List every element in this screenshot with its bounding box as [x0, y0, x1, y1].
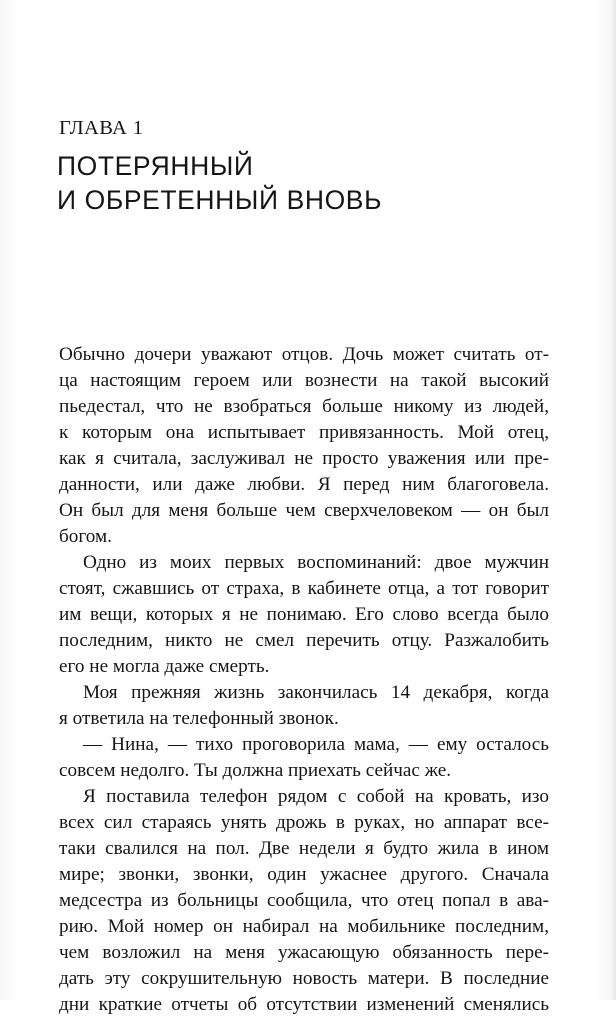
text-line: совсем недолго. Ты должна приехать сейчас же.: [59, 760, 452, 781]
text-line: мире; звонки, звонки, один ужаснее другого. Сначала: [59, 864, 549, 885]
text-line: его не могла даже смерть.: [59, 656, 270, 677]
text-line: Обычно дочери уважают отцов. Дочь может считать от-: [59, 344, 549, 365]
chapter-label: ГЛАВА 1: [59, 117, 144, 139]
text-line: дни краткие отчеты об отсутствии изменений сменялись: [59, 994, 549, 1015]
text-line: стоят, сжавшись от страха, в кабинете отца, а тот говорит: [59, 578, 549, 599]
text-line: рию. Мой номер он набирал на мобильнике последним,: [59, 916, 549, 937]
page-edge-shadow: [610, 0, 616, 1000]
text-line: последним, никто не смел перечить отцу. Разжалобить: [59, 630, 549, 651]
text-line: Моя прежняя жизнь закончилась 14 декабря, когда: [83, 682, 549, 703]
text-line: чем возложил на меня ужасающую обязанность пере-: [59, 942, 549, 963]
chapter-title-line-2: И ОБРЕТЕННЫЙ ВНОВЬ: [57, 185, 383, 215]
text-line: всех сил стараясь унять дрожь в руках, но аппарат все-: [59, 812, 549, 833]
text-line: им вещи, которых я не понимаю. Его слово всегда было: [59, 604, 549, 625]
chapter-title: [57, 149, 382, 217]
text-line: данности, или даже любви. Я перед ним благоговела.: [59, 474, 549, 495]
text-line: я ответила на телефонный звонок.: [59, 708, 339, 729]
text-line: пьедестал, что не взобраться больше никому из людей,: [59, 396, 549, 417]
text-line: Я поставила телефон рядом с собой на кровать, изо: [83, 786, 549, 807]
paragraph: [59, 680, 549, 732]
text-line: дать эту сокрушительную новость матери. В последние: [59, 968, 549, 989]
text-line: Он был для меня больше чем сверхчеловеком — он был: [59, 500, 549, 521]
chapter-title-line-1: ПОТЕРЯННЫЙ: [57, 151, 254, 181]
text-line: таки свалился на пол. Две недели я будто жила в ином: [59, 838, 549, 859]
text-line: как я считала, заслуживал не просто уважения или пре-: [59, 448, 549, 469]
text-line: богом.: [59, 526, 112, 547]
text-line: медсестра из больницы сообщила, что отец попал в ава-: [59, 890, 549, 911]
text-line: — Нина, — тихо проговорила мама, — ему осталось: [83, 734, 549, 755]
text-line: Одно из моих первых воспоминаний: двое мужчин: [83, 552, 549, 573]
paragraph: [59, 732, 549, 784]
body-text: [59, 342, 549, 1018]
paragraph: [59, 342, 549, 550]
text-line: к которым она испытывает привязанность. Мой отец,: [59, 422, 549, 443]
paragraph: [59, 550, 549, 680]
paragraph: [59, 784, 549, 1018]
text-line: ца настоящим героем или вознести на такой высокий: [59, 370, 549, 391]
